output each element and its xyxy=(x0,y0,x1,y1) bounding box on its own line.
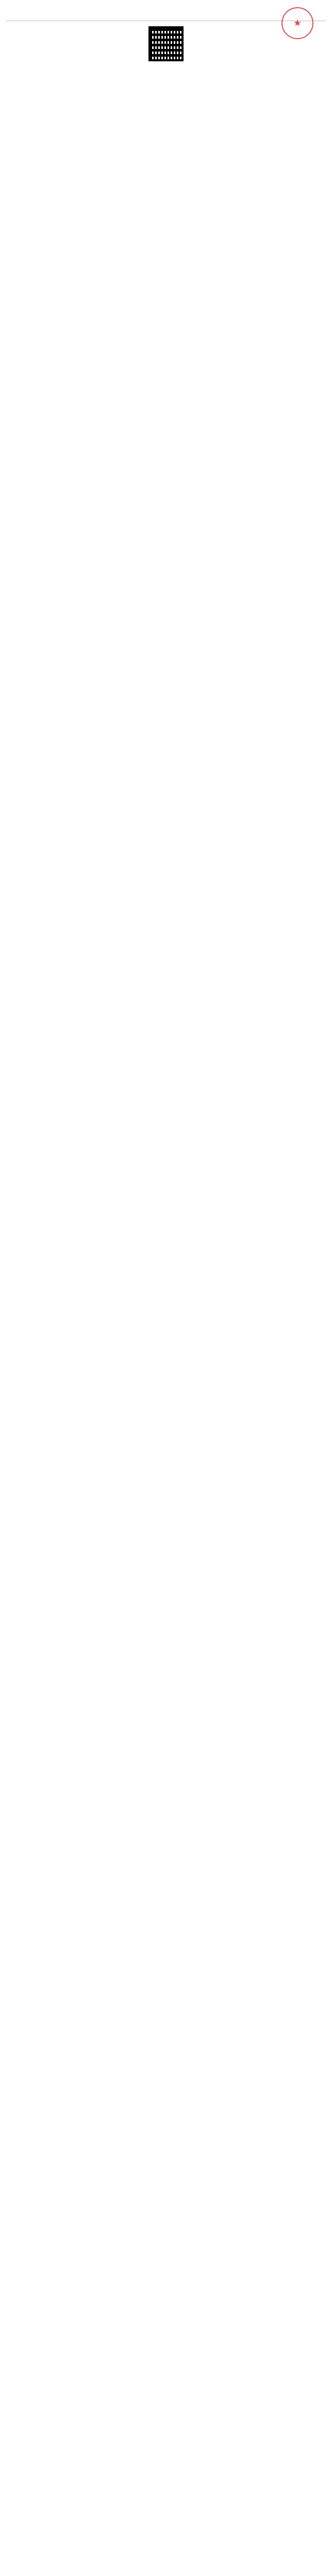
seal-icon: ★ xyxy=(281,7,313,39)
qr-code-icon xyxy=(148,26,184,61)
document-page xyxy=(6,0,326,61)
